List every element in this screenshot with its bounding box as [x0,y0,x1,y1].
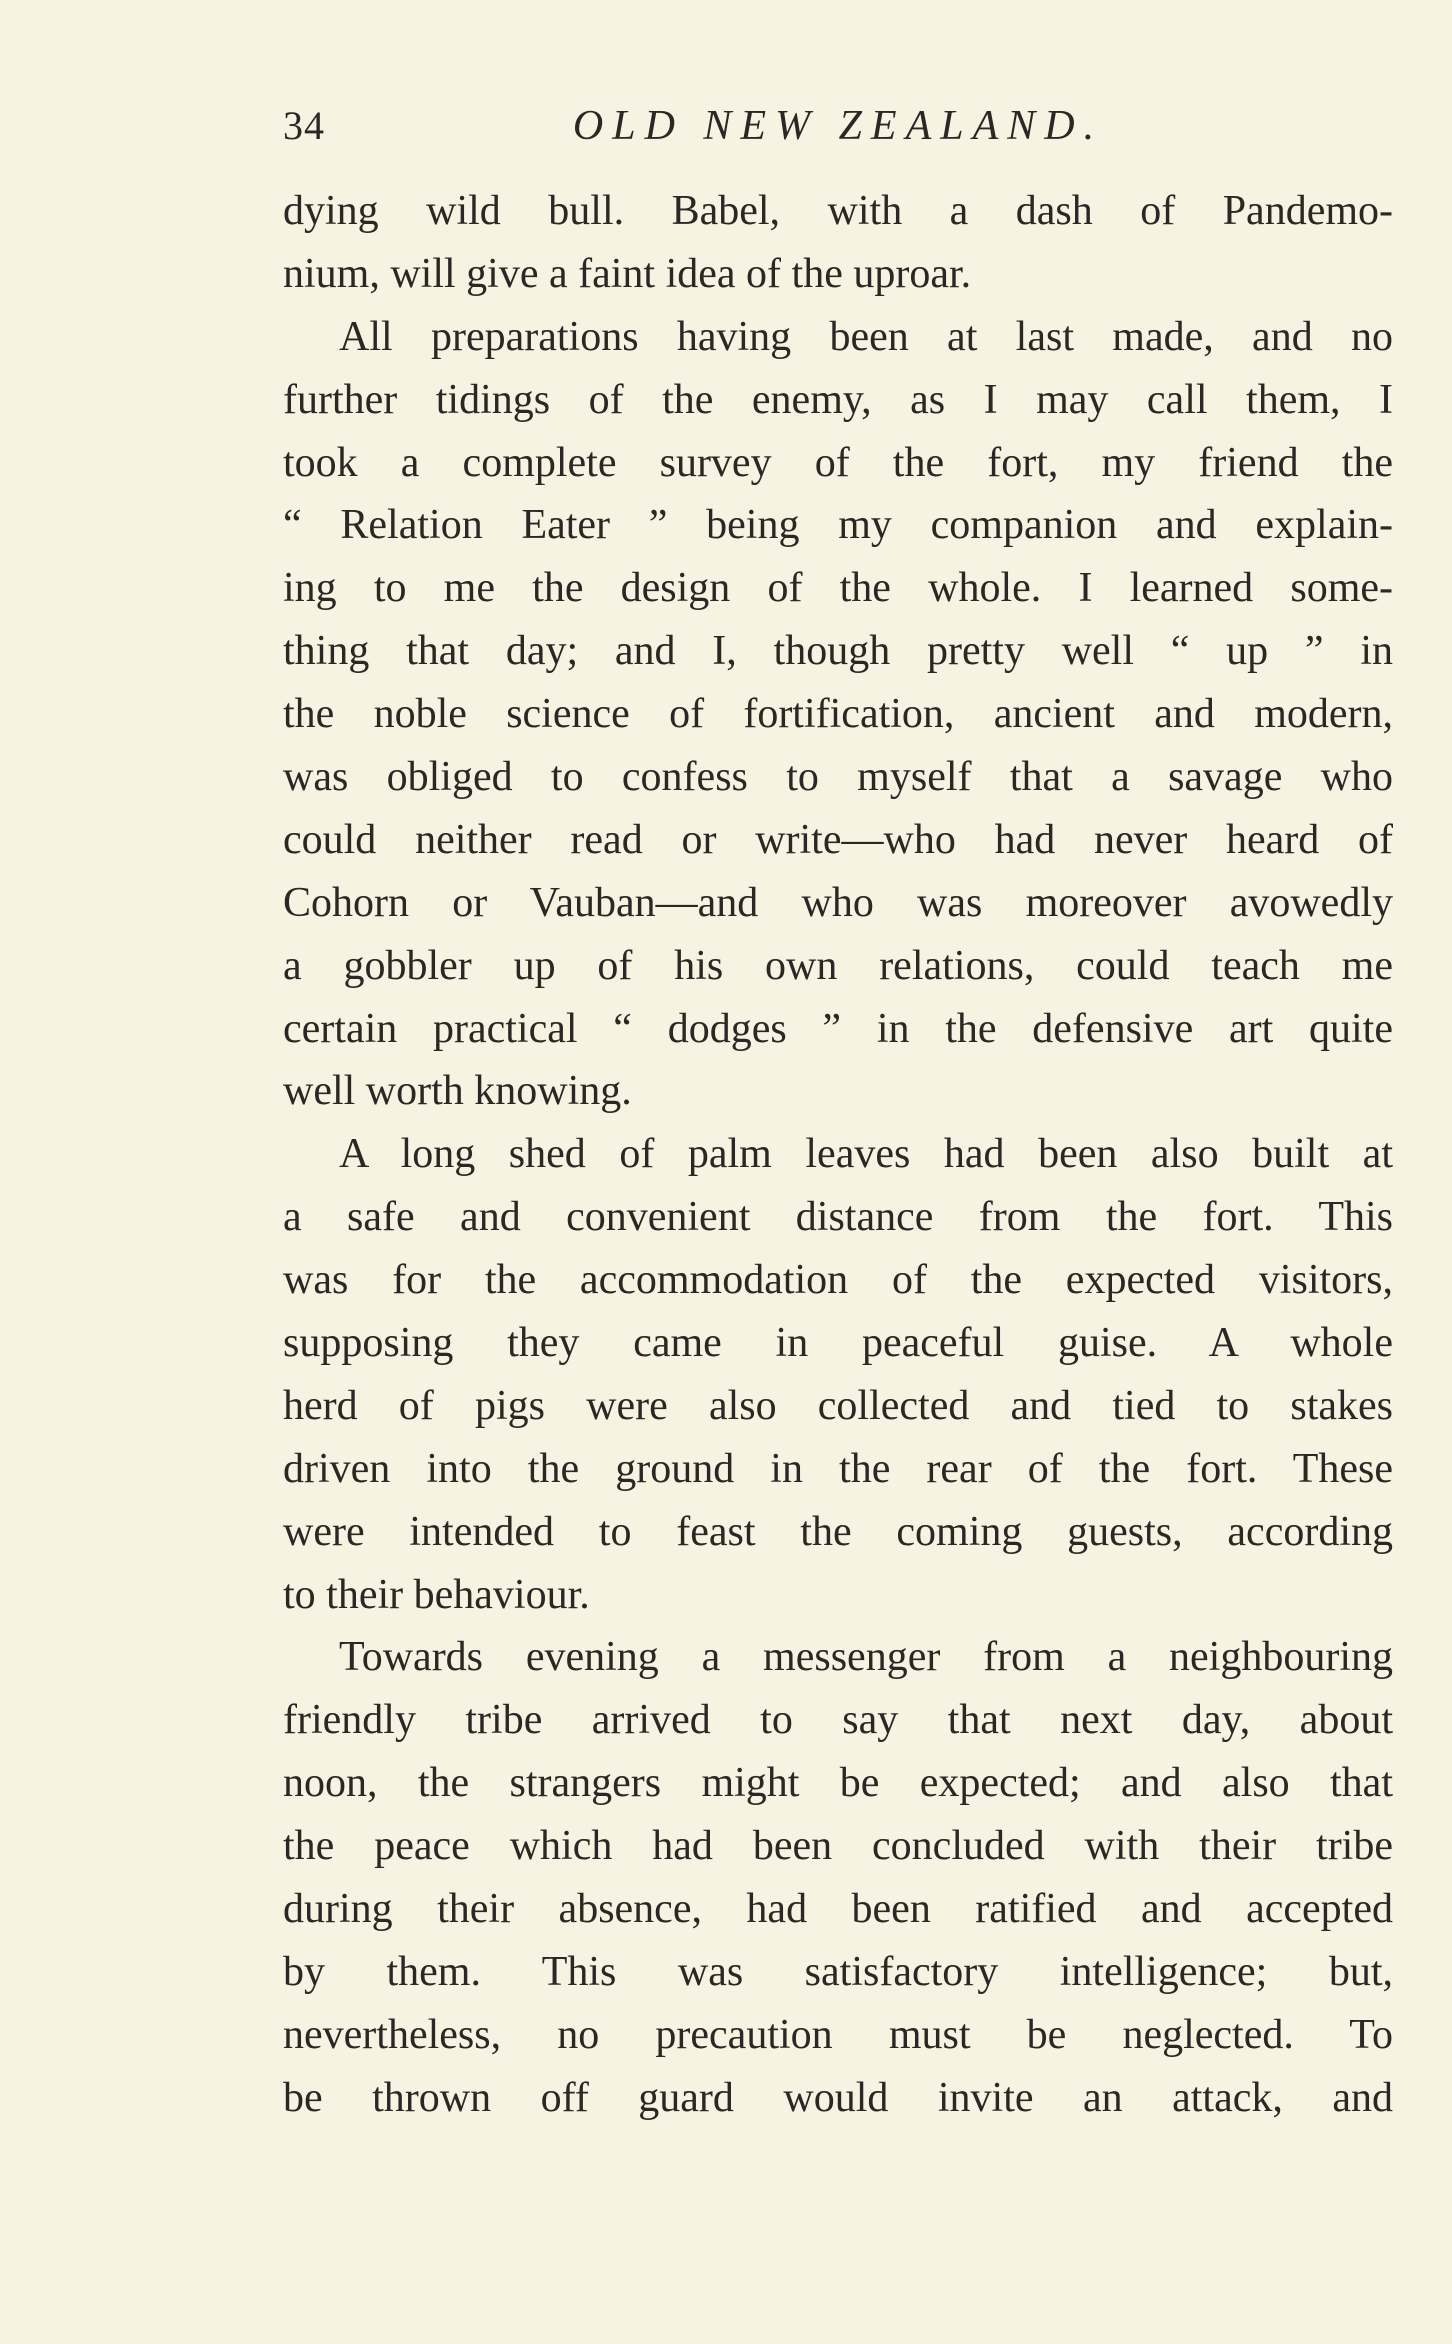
text-line: All preparations having been at last made, and no [339,313,1393,360]
text-line: Towards evening a messenger from a neighbouring [339,1634,1393,1681]
text-line: driven into the ground in the rear of the fort. These [283,1445,1393,1492]
text-line: A long shed of palm leaves had been also built at [339,1131,1393,1178]
page-header [283,102,1393,162]
text-line: ing to me the design of the whole. I learned some- [283,565,1393,612]
text-line: nium, will give a faint idea of the uproar. [283,250,972,297]
text-line: a gobbler up of his own relations, could teach me [283,942,1393,989]
text-line: was for the accommodation of the expected visitors, [283,1257,1393,1304]
text-line: dying wild bull. Babel, with a dash of Pandemo- [283,188,1393,234]
text-line: noon, the strangers might be expected; and also that [283,1760,1393,1807]
text-line: took a complete survey of the fort, my friend the [283,439,1393,486]
text-line: the peace which had been concluded with their tribe [283,1823,1393,1870]
text-line: supposing they came in peaceful guise. A whole [283,1320,1393,1367]
text-line: Cohorn or Vauban—and who was moreover avowedly [283,879,1393,926]
text-line: herd of pigs were also collected and tied to stakes [283,1382,1393,1429]
text-line: nevertheless, no precaution must be neglected. To [283,2011,1393,2058]
text-line: further tidings of the enemy, as I may call them, I [283,376,1393,423]
text-line: the noble science of fortification, ancient and modern, [283,691,1393,738]
text-line: a safe and convenient distance from the fort. This [283,1194,1393,1241]
text-line: well worth knowing. [283,1068,632,1115]
text-line: “ Relation Eater ” being my companion and explain- [283,502,1393,549]
text-line: certain practical “ dodges ” in the defensive art quite [283,1005,1393,1052]
text-line: thing that day; and I, though pretty well “ up ” in [283,628,1393,675]
body-text [283,180,1393,2130]
text-line: be thrown off guard would invite an attack, and [283,2074,1393,2121]
text-line: could neither read or write—who had never heard of [283,816,1393,863]
text-line: during their absence, had been ratified and accepted [283,1886,1393,1933]
page-number: 34 [283,103,325,148]
text-line: to their behaviour. [283,1571,590,1618]
text-line: friendly tribe arrived to say that next day, about [283,1697,1393,1744]
running-title: OLD NEW ZEALAND. [572,103,1104,149]
text-line: were intended to feast the coming guests, according [283,1508,1393,1555]
text-line: was obliged to confess to myself that a savage who [283,754,1393,801]
text-line: by them. This was satisfactory intelligence; but, [283,1948,1393,1995]
